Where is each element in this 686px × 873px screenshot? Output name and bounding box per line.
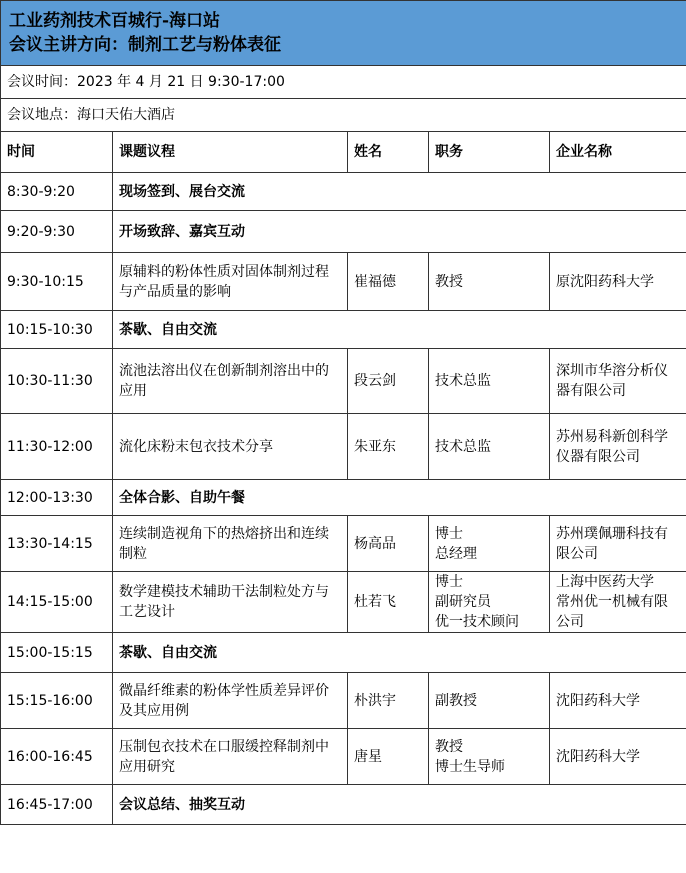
cell-time: 12:00-13:30 [1, 480, 113, 516]
event-subtitle: 会议主讲方向：制剂工艺与粉体表征 [9, 35, 281, 55]
header-cell [1, 1, 686, 66]
cell-topic: 压制包衣技术在口服缓控释制剂中应用研究 [113, 729, 348, 785]
cell-topic: 茶歇、自由交流 [113, 633, 686, 673]
cell-topic: 流池法溶出仪在创新制剂溶出中的应用 [113, 349, 348, 414]
cell-topic: 全体合影、自助午餐 [113, 480, 686, 516]
cell-time: 11:30-12:00 [1, 414, 113, 480]
column-header-row [1, 132, 686, 173]
cell-title: 教授 [429, 253, 550, 311]
cell-name: 崔福德 [348, 253, 429, 311]
column-header-time: 时间 [1, 132, 113, 173]
cell-topic: 茶歇、自由交流 [113, 311, 686, 349]
cell-time: 8:30-9:20 [1, 173, 113, 211]
cell-company: 深圳市华溶分析仪器有限公司 [550, 349, 686, 414]
table-row [1, 253, 686, 311]
table-row [1, 729, 686, 785]
column-header-name: 姓名 [348, 132, 429, 173]
cell-company: 苏州易科新创科学仪器有限公司 [550, 414, 686, 480]
cell-time: 16:45-17:00 [1, 785, 113, 825]
cell-title: 博士 总经理 [429, 516, 550, 572]
cell-topic: 会议总结、抽奖互动 [113, 785, 686, 825]
cell-time: 16:00-16:45 [1, 729, 113, 785]
cell-time: 15:00-15:15 [1, 633, 113, 673]
cell-title: 技术总监 [429, 414, 550, 480]
cell-title: 教授 博士生导师 [429, 729, 550, 785]
cell-time: 14:15-15:00 [1, 572, 113, 633]
cell-time: 10:15-10:30 [1, 311, 113, 349]
table-row [1, 173, 686, 211]
cell-topic: 流化床粉末包衣技术分享 [113, 414, 348, 480]
table-row [1, 673, 686, 729]
header-row [1, 1, 686, 66]
cell-company: 苏州璞佩珊科技有限公司 [550, 516, 686, 572]
cell-company: 上海中医药大学 常州优一机械有限公司 [550, 572, 686, 633]
table-row [1, 480, 686, 516]
cell-time: 9:30-10:15 [1, 253, 113, 311]
table-row [1, 572, 686, 633]
cell-title: 博士 副研究员 优一技术顾问 [429, 572, 550, 633]
column-header-title: 职务 [429, 132, 550, 173]
cell-time: 9:20-9:30 [1, 211, 113, 253]
cell-company: 沈阳药科大学 [550, 673, 686, 729]
cell-company: 原沈阳药科大学 [550, 253, 686, 311]
table-row [1, 516, 686, 572]
cell-time: 13:30-14:15 [1, 516, 113, 572]
cell-topic: 微晶纤维素的粉体学性质差异评价及其应用例 [113, 673, 348, 729]
info-row-time [1, 66, 686, 99]
cell-title: 技术总监 [429, 349, 550, 414]
table-row [1, 414, 686, 480]
cell-topic: 开场致辞、嘉宾互动 [113, 211, 686, 253]
cell-name: 朱亚东 [348, 414, 429, 480]
table-row [1, 211, 686, 253]
cell-name: 段云剑 [348, 349, 429, 414]
table-row [1, 311, 686, 349]
cell-topic: 现场签到、展台交流 [113, 173, 686, 211]
cell-topic: 连续制造视角下的热熔挤出和连续制粒 [113, 516, 348, 572]
column-header-topic: 课题议程 [113, 132, 348, 173]
cell-name: 唐星 [348, 729, 429, 785]
table-row [1, 633, 686, 673]
cell-topic: 数学建模技术辅助干法制粒处方与工艺设计 [113, 572, 348, 633]
cell-company: 沈阳药科大学 [550, 729, 686, 785]
info-row-location [1, 99, 686, 132]
event-title: 工业药剂技术百城行-海口站 [9, 11, 221, 31]
cell-time: 15:15-16:00 [1, 673, 113, 729]
table-row [1, 349, 686, 414]
meeting-location: 会议地点：海口天佑大酒店 [1, 99, 686, 132]
cell-name: 杨高品 [348, 516, 429, 572]
cell-name: 朴洪宇 [348, 673, 429, 729]
meeting-time: 会议时间：2023 年 4 月 21 日 9:30-17:00 [1, 66, 686, 99]
table-row [1, 785, 686, 825]
cell-title: 副教授 [429, 673, 550, 729]
cell-name: 杜若飞 [348, 572, 429, 633]
cell-topic: 原辅料的粉体性质对固体制剂过程与产品质量的影响 [113, 253, 348, 311]
column-header-company: 企业名称 [550, 132, 686, 173]
cell-time: 10:30-11:30 [1, 349, 113, 414]
